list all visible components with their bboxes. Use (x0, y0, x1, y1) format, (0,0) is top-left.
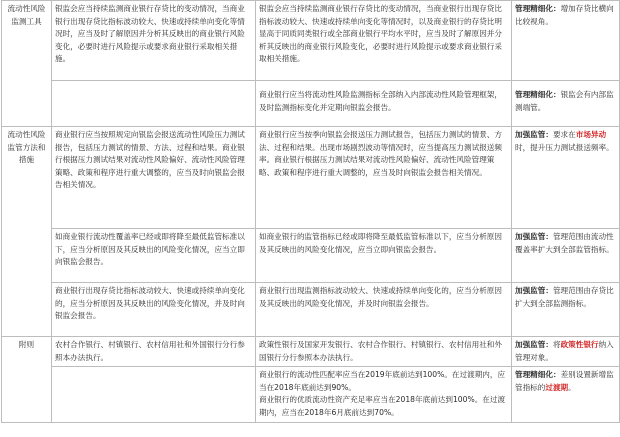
note-cell (512, 81, 620, 127)
old-rule-text: 商业银行出现存贷比指标波动较大、快速或持续单向变化的，应当分析原因及其反映出的风险变化情况，并及时向银监会报告。 (55, 286, 245, 321)
table-row (2, 337, 620, 367)
note-tag: 加强监管： (515, 130, 553, 139)
new-rule-cell (256, 81, 512, 127)
table-row (2, 127, 620, 229)
new-rule-cell (256, 367, 512, 423)
table-row (2, 81, 620, 127)
note-cell (512, 367, 620, 423)
new-rule-text: 政策性银行及国家开发银行、农村合作银行、村镇银行、农村信用社和外国银行分行参照本办法执行。 (259, 340, 502, 362)
note-tag: 管理精细化： (515, 370, 561, 379)
table-row (2, 229, 620, 283)
old-rule-text (55, 369, 252, 421)
note-text: 增加存贷比横向比较视角。 (515, 4, 614, 26)
new-rule-cell (256, 229, 512, 283)
new-rule-cell (256, 283, 512, 337)
old-rule-cell (52, 1, 256, 81)
note-highlight: 过渡期 (545, 382, 569, 392)
old-rule-cell (52, 81, 256, 127)
new-rule-text: 如商业银行的监管指标已经或即将降至最低监管标准以下，应当分析原因及其反映出的风险变化情况，应当立即向银监会报告。 (259, 232, 502, 254)
note-highlight: 政策性银行 (560, 340, 599, 349)
note-text: 管理范围由流动性覆盖率扩大到全部监管指标。 (515, 232, 614, 254)
note-text: 银监会有内部监测端管。 (515, 90, 614, 112)
note-highlight: 市场异动 (575, 130, 607, 139)
category-cell: 附则 (2, 337, 52, 423)
category-cell: 流动性风险监测工具 (2, 1, 52, 127)
new-rule-text: 商业银行出现监测指标波动较大、快速或持续单向变化的，应当分析原因及其反映出的风险变化情况，并及时向银监会报告。 (259, 286, 502, 308)
note-text: 管理范围由存贷比扩大到全部监测指标。 (515, 286, 614, 308)
new-rule-line: 商业银行的流动性匹配率应当在2019年底前达到100%。在过渡期内，应当在2018年底前达到90%。 (259, 370, 506, 392)
old-rule-text (55, 83, 252, 119)
table-row (2, 283, 620, 337)
old-rule-cell (52, 127, 256, 229)
note-tag: 管理精细化： (515, 90, 561, 99)
new-rule-cell (256, 1, 512, 81)
note-cell (512, 127, 620, 229)
note-text-pre: 要求在 (552, 130, 576, 139)
new-rule-cell (256, 337, 512, 367)
note-text-post: 纳入管理对象。 (515, 340, 614, 362)
old-rule-cell (52, 283, 256, 337)
note-tag: 管理精细化： (515, 4, 561, 13)
new-rule-cell (256, 127, 512, 229)
category-cell: 流动性风险监管方法和措施 (2, 127, 52, 337)
table-row (2, 1, 620, 81)
note-tag: 加强监管： (515, 286, 553, 295)
old-rule-text: 商业银行应当按照规定向银监会报送流动性风险压力测试报告，包括压力测试的情景、方法、过程和结果。商业银行根据压力测试结果对流动性风险偏好、流动性风险管理策略、政策和程序进行重大调整的，应当及时向银监会报告相关情况。 (55, 130, 245, 190)
old-rule-cell (52, 337, 256, 367)
comparison-table (1, 0, 620, 423)
table-row (2, 367, 620, 423)
new-rule-text: 商业银行应当按季向银监会报送压力测试报告，包括压力测试的情景、方法、过程和结果。出现市场剧烈波动等情况时，应当提高压力测试报送频率。商业银行根据压力测试结果对流动性风险偏好、流动性风险管理策略、政策和程序进行重大调整的，应当及时向银监会报告相关情况。 (259, 130, 502, 177)
note-text-pre: 差别设置新增监管指标的 (515, 370, 614, 392)
note-text-pre: 将 (552, 340, 561, 349)
old-rule-text: 如商业银行流动性覆盖率已经或即将降至最低监管标准以下，应当分析原因及其反映出的风险变化情况，应当立即向银监会报告。 (55, 232, 245, 267)
note-cell (512, 283, 620, 337)
note-cell (512, 229, 620, 283)
new-rule-text: 银监会应当持续监测商业银行存贷比的变动情况，当商业银行出现存贷比指标波动较大、快速或持续单向变化等情况时，以及商业银行的存贷比明显高于同质同类银行或全部商业银行平均水平时，应当及时了解原因并分析其反映出的商业银行风险变化，必要时进行风险提示或要求商业银行采取相关措施。 (259, 4, 502, 64)
note-cell (512, 1, 620, 81)
new-rule-text: 商业银行应当将流动性风险监测指标全部纳入内部流动性风险管理框架，及时监测指标变化并定期向银监会报告。 (259, 90, 502, 112)
old-rule-text: 银监会应当持续监测商业银行存贷比的变动情况，当商业银行出现存贷比指标波动较大、快速或持续单向变化等情况时，应当及时了解原因并分析其反映出的商业银行风险变化，必要时进行风险提示或要求商业银行采取相关措施。 (55, 4, 245, 64)
old-rule-cell (52, 229, 256, 283)
note-text-post: 。 (568, 382, 576, 392)
old-rule-text: 农村合作银行、村镇银行、农村信用社和外国银行分行参照本办法执行。 (55, 340, 245, 362)
note-tag: 加强监管： (515, 340, 553, 349)
note-tag: 加强监管： (515, 232, 553, 241)
old-rule-cell (52, 367, 256, 423)
new-rule-line: 商业银行的优质流动性资产充足率应当在2018年底前达到100%。在过渡期内，应当在2018年6月底前达到70%。 (259, 395, 506, 417)
note-text-post: 时，提升压力测试报送频率。 (515, 142, 614, 152)
note-cell (512, 337, 620, 367)
